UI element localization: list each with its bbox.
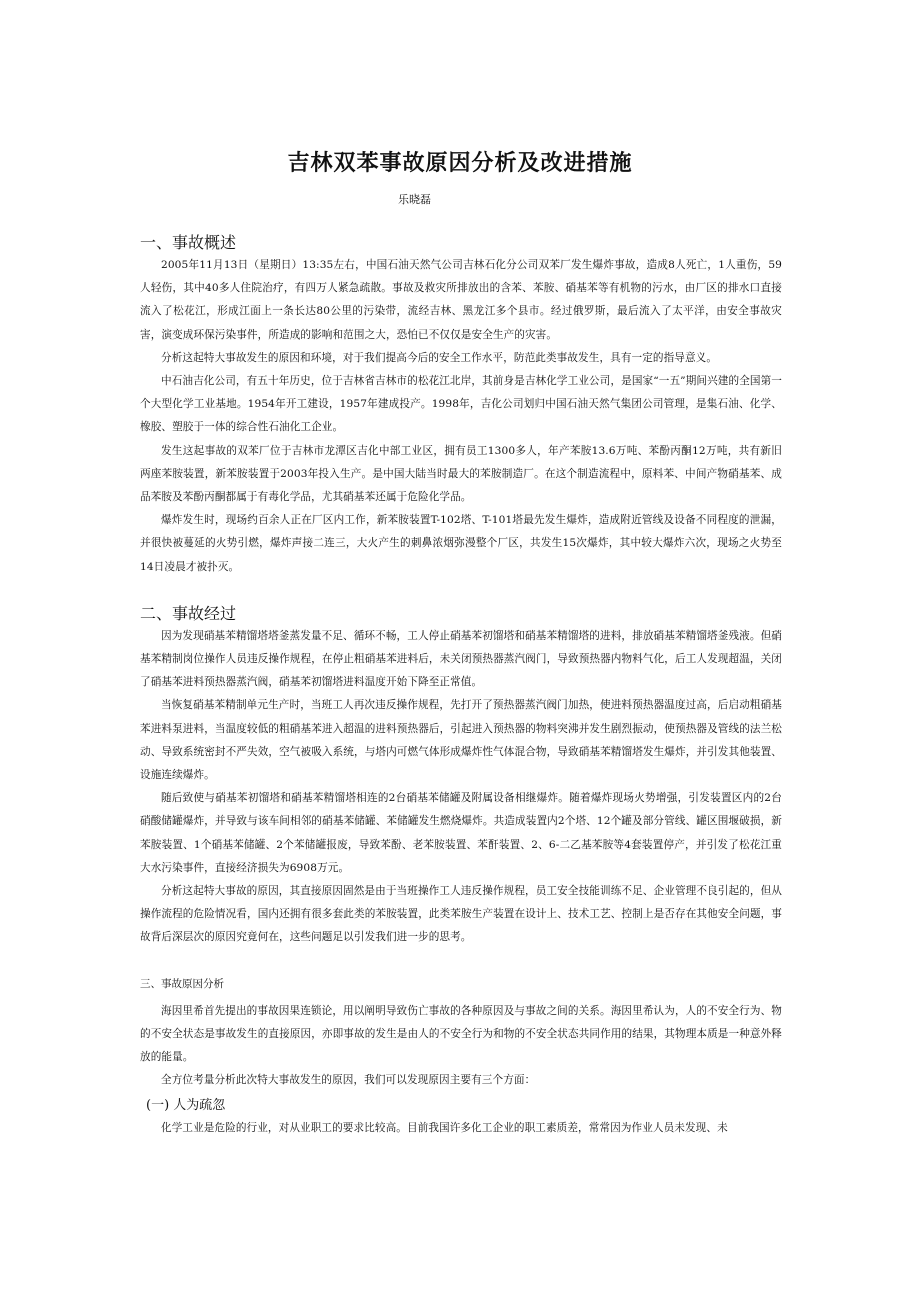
- paragraph: 因为发现硝基苯精馏塔塔釜蒸发量不足、循环不畅，工人停止硝基苯初馏塔和硝基苯精馏塔的进料，排放硝基苯精馏塔釜残液。但硝基苯精制岗位操作人员违反操作规程，在停止粗硝基苯进料后，未关闭预热器蒸汽阀门，导致预热器内物料气化，后工人发现超温，关闭了硝基苯进料预热器蒸汽阀，硝基苯初馏塔进料温度开始下降至正常值。: [140, 629, 782, 689]
- paragraph: 发生这起事故的双苯厂位于吉林市龙潭区吉化中部工业区，拥有员工1300多人，年产苯胺13.6万吨、苯酚丙酮12万吨，共有新旧两座苯胺装置，新苯胺装置于2003年投入生产。是中国大陆当时最大的苯胺制造厂。在这个制造流程中，原料苯、中间产物硝基苯、成品苯胺及苯酚丙酮都属于有毒化学品，尤其硝基苯还属于危险化学品。: [140, 444, 782, 504]
- document-title: 吉林双苯事故原因分析及改进措施: [287, 150, 633, 176]
- paragraph: 2005年11月13日（星期日）13:35左右，中国石油天然气公司吉林石化分公司双苯厂发生爆炸事故，造成8人死亡，1人重伤，59人轻伤，其中40多人住院治疗，有四万人紧急疏散。事故及救灾所排放出的含苯、苯胺、硝基苯等有机物的污水，由厂区的排水口直接流入了松花江，形成江面上一条长达80公里的污染带，流经吉林、黑龙江多个县市。经过俄罗斯，最后流入了太平洋，由安全事故灾害，演变成环保污染事件，所造成的影响和范围之大，恐怕已不仅仅是安全生产的灾害。: [140, 259, 782, 341]
- paragraph: 分析这起特大事故的原因，其直接原因固然是由于当班操作工人违反操作规程，员工安全技能训练不足、企业管理不良引起的，但从操作流程的危险情况看，国内还拥有很多套此类的苯胺装置，此类苯胺生产装置在设计上、技术工艺、控制上是否存在其他安全问题，事故背后深层次的原因究竟何在，这些问题足以引发我们进一步的思考。: [140, 885, 782, 944]
- subsection-heading-human-negligence: (一) 人为疏忽: [146, 1097, 226, 1113]
- paragraph: 中石油吉化公司，有五十年历史，位于吉林省吉林市的松花江北岸，其前身是吉林化学工业公司，是国家“一五”期间兴建的全国第一个大型化学工业基地。1954年开工建设，1957年建成投产。1998年，吉化公司划归中国石油天然气集团公司管理，是集石油、化学、橡胶、塑胶于一体的综合性石油化工企业。: [140, 375, 782, 434]
- paragraph: 随后致使与硝基苯初馏塔和硝基苯精馏塔相连的2台硝基苯储罐及附属设备相继爆炸。随着爆炸现场火势增强，引发装置区内的2台硝酸储罐爆炸，并导致与该车间相邻的硝基苯储罐、苯储罐发生燃烧爆炸。共造成装置内2个塔、12个罐及部分管线、罐区围堰破损，新苯胺装置、1个硝基苯储罐、2个苯储罐报废，导致苯酚、老苯胺装置、苯酐装置、2、6-二乙基苯胺等4套装置停产，并引发了松花江重大水污染事件，直接经济损失为6908万元。: [140, 792, 782, 874]
- paragraph: 当恢复硝基苯精制单元生产时，当班工人再次违反操作规程，先打开了预热器蒸汽阀门加热，使进料预热器温度过高，后启动粗硝基苯进料泵进料，当温度较低的粗硝基苯进入超温的进料预热器后，引起进入预热器的物料突沸并发生剧烈振动，使预热器及管线的法兰松动、导致系统密封不严失效，空气被吸入系统，与塔内可燃气体形成爆炸性气体混合物，导致硝基苯精馏塔发生爆炸，并引发其他装置、设施连续爆炸。: [140, 699, 782, 782]
- document-author: 乐晓磊: [398, 193, 431, 206]
- paragraph: 化学工业是危险的行业，对从业职工的要求比较高。目前我国许多化工企业的职工素质差，常常因为作业人员未发现、未: [161, 1121, 728, 1134]
- paragraph: 分析这起特大事故发生的原因和环境，对于我们提高今后的安全工作水平，防范此类事故发生，具有一定的指导意义。: [161, 351, 718, 364]
- paragraph: 爆炸发生时，现场约百余人正在厂区内工作，新苯胺装置T-102塔、T-101塔最先发生爆炸，造成附近管线及设备不同程度的泄漏，并很快被蔓延的火势引燃，爆炸声接二连三，大火产生的刺鼻浓烟弥漫整个厂区，共发生15次爆炸，其中较大爆炸六次，现场之火势至14日凌晨才被扑灭。: [140, 514, 782, 573]
- section-heading-overview: 一、事故概述: [140, 233, 237, 252]
- document-body: [140, 232, 782, 1140]
- section-heading-cause-analysis: 三、事故原因分析: [140, 977, 224, 990]
- paragraph: 海因里希首先提出的事故因果连锁论，用以阐明导致伤亡事故的各种原因及与事故之间的关系。海因里希认为，人的不安全行为、物的不安全状态是事故发生的直接原因，亦即事故的发生是由人的不安全行为和物的不安全状态共同作用的结果，其物理本质是一种意外释放的能量。: [140, 1004, 782, 1064]
- paragraph: 全方位考量分析此次特大事故发生的原因，我们可以发现原因主要有三个方面：: [161, 1074, 536, 1087]
- section-heading-process: 二、事故经过: [140, 603, 237, 623]
